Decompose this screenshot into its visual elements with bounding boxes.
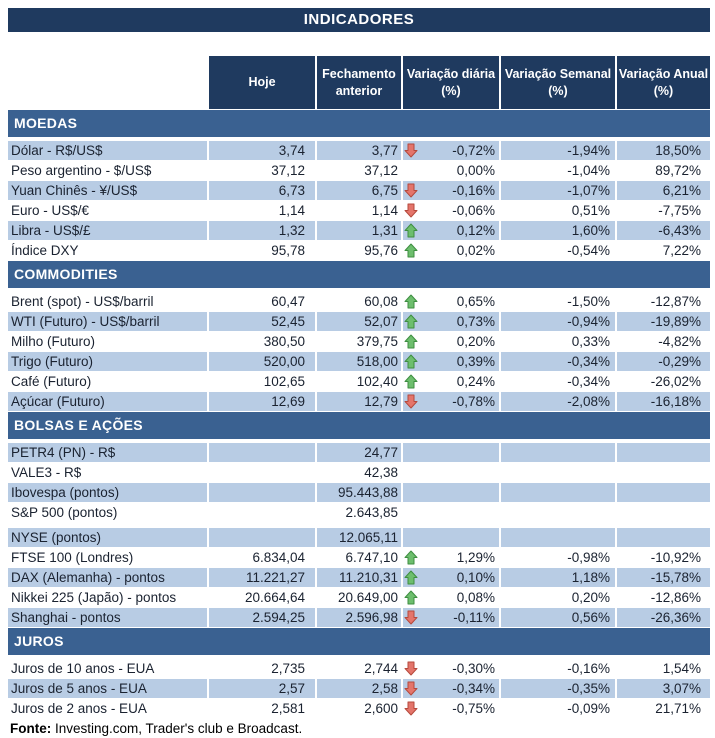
cell-variacao-semanal: -1,04%: [567, 163, 610, 178]
table-row: [8, 201, 710, 220]
cell-fechamento-anterior: 102,40: [356, 374, 398, 389]
cell-variacao-diaria: [403, 372, 499, 391]
cell-variacao-diaria: [403, 528, 499, 547]
cell-label: Nikkei 225 (Japão) - pontos: [11, 590, 177, 605]
cell-variacao-semanal: 0,33%: [571, 334, 610, 349]
cell-variacao-anual: -19,89%: [617, 312, 710, 331]
arrow-up-icon: [404, 550, 418, 565]
cell-variacao-anual: [617, 463, 710, 482]
cell-fechamento-anterior: 379,75: [356, 334, 398, 349]
cell-variacao-anual: 21,71%: [655, 701, 701, 716]
cell-fechamento-anterior: 2,58: [317, 679, 401, 698]
cell-variacao-anual: -7,75%: [658, 203, 701, 218]
cell-variacao-anual: -10,92%: [650, 550, 701, 565]
table-body: [8, 110, 715, 718]
cell-variacao-diaria: [403, 161, 499, 180]
cell-hoje: 37,12: [271, 163, 305, 178]
cell-label: Euro - US$/€: [11, 203, 90, 218]
cell-variacao-diaria: [403, 548, 499, 567]
arrow-up-icon: [404, 590, 418, 605]
daily-variation-value: -0,34%: [452, 681, 495, 696]
cell-variacao-semanal: 0,51%: [571, 203, 610, 218]
cell-label: Peso argentino - $/US$: [11, 163, 152, 178]
cell-fechamento-anterior: 2.596,98: [317, 608, 401, 627]
title-gap: [8, 32, 715, 56]
cell-variacao-diaria: [403, 588, 499, 607]
cell-hoje: 2.594,25: [209, 608, 315, 627]
cell-label: Dólar - R$/US$: [8, 141, 207, 160]
cell-variacao-semanal: -0,34%: [567, 374, 610, 389]
daily-variation-value: -0,11%: [453, 610, 495, 625]
table-row: [8, 352, 710, 371]
cell-label: Yuan Chinês - ¥/US$: [8, 181, 207, 200]
cell-variacao-semanal: -0,34%: [501, 352, 615, 371]
cell-hoje: 95,78: [271, 243, 305, 258]
cell-variacao-semanal: -0,94%: [501, 312, 615, 331]
cell-variacao-semanal: [501, 443, 615, 462]
arrow-up-icon: [404, 294, 418, 309]
arrow-up-icon: [404, 243, 418, 258]
cell-label: Açúcar (Futuro): [8, 392, 207, 411]
cell-variacao-semanal: -0,16%: [567, 661, 610, 676]
cell-variacao-diaria: [403, 463, 499, 482]
cell-label: S&P 500 (pontos): [11, 505, 118, 520]
page-title: INDICADORES: [8, 8, 710, 32]
daily-variation-value: 0,00%: [456, 163, 495, 178]
table-row: [8, 548, 710, 567]
cell-hoje: 2,735: [271, 661, 305, 676]
table-row: [8, 463, 710, 482]
daily-variation-value: 0,24%: [456, 374, 495, 389]
cell-variacao-diaria: [403, 443, 499, 462]
cell-fechamento-anterior: 20.649,00: [337, 590, 398, 605]
cell-fechamento-anterior: 3,77: [317, 141, 401, 160]
cell-hoje: 6,73: [209, 181, 315, 200]
cell-hoje: 2,57: [209, 679, 315, 698]
cell-variacao-anual: 89,72%: [655, 163, 701, 178]
cell-fechamento-anterior: 95.443,88: [317, 483, 401, 502]
table-row: [8, 292, 710, 311]
cell-variacao-diaria: [403, 699, 499, 718]
arrow-down-icon: [404, 681, 418, 696]
cell-hoje: [209, 503, 315, 522]
cell-hoje: 3,74: [209, 141, 315, 160]
cell-hoje: 11.221,27: [209, 568, 315, 587]
cell-variacao-anual: [617, 483, 710, 502]
cell-variacao-semanal: -1,94%: [501, 141, 615, 160]
cell-fechamento-anterior: 1,14: [371, 203, 398, 218]
cell-variacao-semanal: [501, 528, 615, 547]
cell-label: VALE3 - R$: [11, 465, 82, 480]
table-row: [8, 372, 710, 391]
cell-label: DAX (Alemanha) - pontos: [8, 568, 207, 587]
column-header-fechamento: Fechamento anterior: [317, 56, 401, 109]
daily-variation-value: 0,12%: [456, 223, 495, 238]
cell-variacao-diaria: [403, 312, 499, 331]
daily-variation-value: 0,39%: [456, 354, 495, 369]
table-row: [8, 659, 710, 678]
arrow-down-icon: [404, 610, 418, 625]
cell-label: Juros de 10 anos - EUA: [11, 661, 155, 676]
arrow-up-icon: [404, 570, 418, 585]
cell-variacao-anual: -15,78%: [617, 568, 710, 587]
cell-fechamento-anterior: 95,76: [364, 243, 398, 258]
cell-variacao-anual: -6,43%: [617, 221, 710, 240]
cell-variacao-anual: -0,29%: [617, 352, 710, 371]
cell-hoje: [209, 483, 315, 502]
cell-variacao-diaria: [403, 568, 499, 587]
cell-variacao-diaria: [403, 181, 499, 200]
arrow-up-icon: [404, 374, 418, 389]
daily-variation-value: 1,29%: [456, 550, 495, 565]
cell-variacao-anual: [617, 443, 710, 462]
cell-variacao-anual: -12,87%: [650, 294, 701, 309]
arrow-down-icon: [404, 143, 418, 158]
cell-label: Índice DXY: [11, 243, 79, 258]
table-row: [8, 568, 710, 587]
cell-hoje: 520,00: [209, 352, 315, 371]
cell-variacao-semanal: [501, 463, 615, 482]
cell-variacao-semanal: -0,98%: [567, 550, 610, 565]
cell-label: Brent (spot) - US$/barril: [11, 294, 154, 309]
cell-hoje: 1,14: [278, 203, 305, 218]
cell-variacao-diaria: [403, 679, 499, 698]
cell-variacao-diaria: [403, 608, 499, 627]
cell-hoje: 2,581: [271, 701, 305, 716]
cell-variacao-anual: 3,07%: [617, 679, 710, 698]
cell-label: Juros de 5 anos - EUA: [8, 679, 207, 698]
table-row: [8, 161, 710, 180]
cell-fechamento-anterior: 24,77: [317, 443, 401, 462]
cell-variacao-semanal: -0,35%: [501, 679, 615, 698]
cell-fechamento-anterior: 12.065,11: [317, 528, 401, 547]
cell-label: Juros de 2 anos - EUA: [11, 701, 147, 716]
cell-fechamento-anterior: 42,38: [364, 465, 398, 480]
table-row: [8, 141, 710, 160]
cell-hoje: 12,69: [209, 392, 315, 411]
cell-label: PETR4 (PN) - R$: [8, 443, 207, 462]
cell-variacao-semanal: -0,54%: [567, 243, 610, 258]
source-footer-label: Fonte:: [10, 721, 52, 736]
cell-variacao-semanal: 1,60%: [501, 221, 615, 240]
cell-variacao-diaria: [403, 483, 499, 502]
table-row: [8, 332, 710, 351]
cell-label: WTI (Futuro) - US$/barril: [8, 312, 207, 331]
cell-variacao-diaria: [403, 201, 499, 220]
cell-variacao-diaria: [403, 659, 499, 678]
cell-variacao-anual: 7,22%: [662, 243, 701, 258]
daily-variation-value: -0,78%: [452, 394, 495, 409]
cell-hoje: 60,47: [271, 294, 305, 309]
cell-hoje: [209, 443, 315, 462]
table-row: [8, 181, 710, 200]
daily-variation-value: -0,75%: [452, 701, 495, 716]
cell-variacao-diaria: [403, 332, 499, 351]
cell-hoje: 52,45: [209, 312, 315, 331]
cell-hoje: 102,65: [263, 374, 305, 389]
daily-variation-value: -0,16%: [452, 183, 495, 198]
table-row: [8, 679, 710, 698]
daily-variation-value: 0,08%: [456, 590, 495, 605]
column-header-spacer: [8, 56, 207, 109]
daily-variation-value: -0,72%: [452, 143, 495, 158]
section-header-bolsas-e-a-es: BOLSAS E AÇÕES: [8, 412, 710, 439]
cell-label: Libra - US$/£: [8, 221, 207, 240]
cell-variacao-anual: -26,36%: [617, 608, 710, 627]
cell-fechamento-anterior: 60,08: [364, 294, 398, 309]
cell-fechamento-anterior: 2,600: [364, 701, 398, 716]
cell-label: FTSE 100 (Londres): [11, 550, 134, 565]
cell-variacao-semanal: -0,09%: [567, 701, 610, 716]
cell-fechamento-anterior: 2.643,85: [345, 505, 398, 520]
daily-variation-value: 0,73%: [456, 314, 495, 329]
cell-fechamento-anterior: 518,00: [317, 352, 401, 371]
cell-variacao-diaria: [403, 503, 499, 522]
cell-hoje: [209, 528, 315, 547]
cell-variacao-semanal: 1,18%: [501, 568, 615, 587]
cell-variacao-semanal: -1,50%: [567, 294, 610, 309]
table-row: [8, 608, 710, 627]
cell-variacao-semanal: 0,56%: [501, 608, 615, 627]
table-row: [8, 221, 710, 240]
cell-variacao-anual: -12,86%: [650, 590, 701, 605]
cell-fechamento-anterior: 2,744: [364, 661, 398, 676]
column-header-variacao-semanal: Variação Semanal (%): [501, 56, 615, 109]
daily-variation-value: 0,65%: [456, 294, 495, 309]
cell-variacao-anual: [617, 528, 710, 547]
cell-hoje: 1,32: [209, 221, 315, 240]
cell-hoje: 380,50: [263, 334, 305, 349]
cell-fechamento-anterior: 6,75: [317, 181, 401, 200]
source-footer-text: Investing.com, Trader's club e Broadcast.: [51, 721, 303, 736]
cell-label: Shanghai - pontos: [8, 608, 207, 627]
source-footer: [8, 721, 715, 736]
section-header-juros: JUROS: [8, 628, 710, 655]
section-header-moedas: MOEDAS: [8, 110, 710, 137]
table-row: [8, 312, 710, 331]
arrow-down-icon: [404, 701, 418, 716]
cell-variacao-semanal: [501, 483, 615, 502]
arrow-up-icon: [404, 314, 418, 329]
daily-variation-value: 0,20%: [456, 334, 495, 349]
daily-variation-value: 0,02%: [456, 243, 495, 258]
column-header-variacao-diaria: Variação diária (%): [403, 56, 499, 109]
column-header-row: [8, 56, 710, 109]
cell-fechamento-anterior: 11.210,31: [317, 568, 401, 587]
cell-variacao-diaria: [403, 292, 499, 311]
table-row: [8, 528, 710, 547]
daily-variation-value: -0,30%: [452, 661, 495, 676]
cell-variacao-semanal: 0,20%: [571, 590, 610, 605]
cell-variacao-anual: 18,50%: [617, 141, 710, 160]
cell-fechamento-anterior: 37,12: [364, 163, 398, 178]
cell-fechamento-anterior: 12,79: [317, 392, 401, 411]
cell-hoje: [209, 463, 315, 482]
arrow-down-icon: [404, 661, 418, 676]
section-header-commodities: COMMODITIES: [8, 261, 710, 288]
cell-variacao-semanal: [501, 503, 615, 522]
table-row: [8, 503, 710, 522]
cell-variacao-anual: -4,82%: [658, 334, 701, 349]
table-row: [8, 483, 710, 502]
cell-fechamento-anterior: 6.747,10: [345, 550, 398, 565]
table-row: [8, 443, 710, 462]
cell-variacao-anual: 1,54%: [662, 661, 701, 676]
cell-variacao-semanal: -2,08%: [501, 392, 615, 411]
cell-variacao-diaria: [403, 392, 499, 411]
cell-hoje: 20.664,64: [244, 590, 305, 605]
cell-variacao-anual: 6,21%: [617, 181, 710, 200]
table-row: [8, 241, 710, 260]
cell-variacao-diaria: [403, 241, 499, 260]
column-header-variacao-anual: Variação Anual (%): [617, 56, 710, 109]
arrow-up-icon: [404, 334, 418, 349]
cell-label: Trigo (Futuro): [8, 352, 207, 371]
arrow-down-icon: [404, 394, 418, 409]
cell-variacao-diaria: [403, 141, 499, 160]
cell-label: Ibovespa (pontos): [8, 483, 207, 502]
arrow-down-icon: [404, 203, 418, 218]
cell-variacao-anual: [617, 503, 710, 522]
daily-variation-value: -0,06%: [452, 203, 495, 218]
cell-variacao-anual: -26,02%: [650, 374, 701, 389]
table-row: [8, 699, 710, 718]
arrow-up-icon: [404, 223, 418, 238]
cell-variacao-semanal: -1,07%: [501, 181, 615, 200]
cell-fechamento-anterior: 1,31: [317, 221, 401, 240]
cell-hoje: 6.834,04: [252, 550, 305, 565]
cell-label: Café (Futuro): [11, 374, 92, 389]
cell-label: NYSE (pontos): [8, 528, 207, 547]
arrow-down-icon: [404, 183, 418, 198]
arrow-up-icon: [404, 354, 418, 369]
daily-variation-value: 0,10%: [456, 570, 495, 585]
cell-fechamento-anterior: 52,07: [317, 312, 401, 331]
cell-variacao-diaria: [403, 352, 499, 371]
cell-variacao-anual: -16,18%: [617, 392, 710, 411]
table-row: [8, 588, 710, 607]
cell-label: Milho (Futuro): [11, 334, 96, 349]
cell-variacao-diaria: [403, 221, 499, 240]
table-row: [8, 392, 710, 411]
column-header-hoje: Hoje: [209, 56, 315, 109]
